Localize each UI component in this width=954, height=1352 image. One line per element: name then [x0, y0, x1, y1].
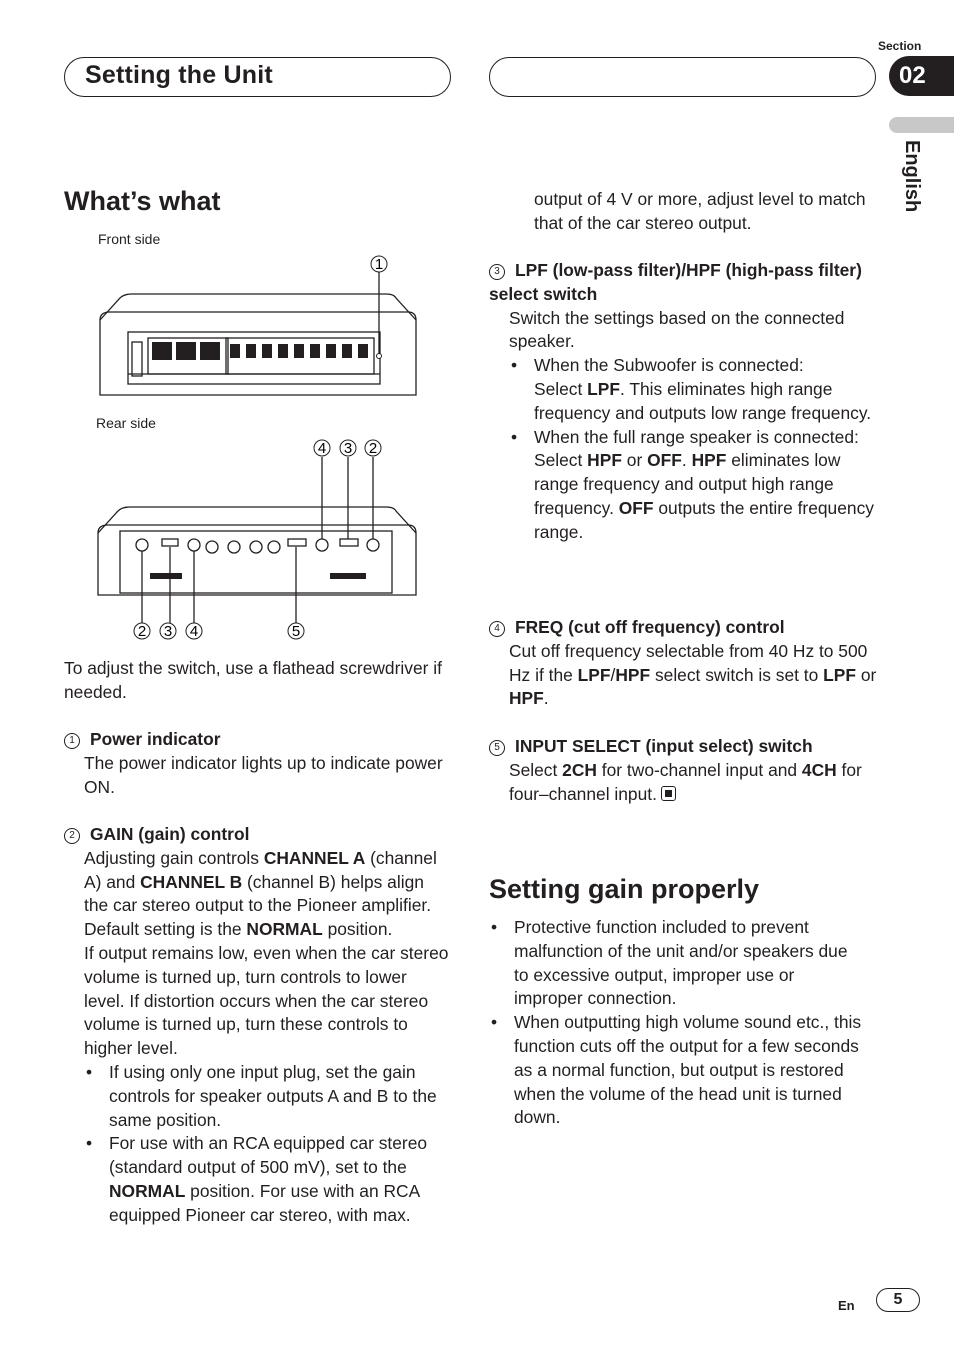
item-5-number: 5	[489, 740, 505, 756]
item-2-bullet-2: • For use with an RCA equipped car stereo (standard output of 500 mV), set to the NORMAL position. For use with an RCA equipped Pioneer car stereo, with max.	[84, 1132, 452, 1227]
chapter-title-box	[64, 57, 451, 97]
item-4-text: Cut off frequency selectable from 40 Hz to 500 Hz if the LPF/HPF select switch is set to LPF or HPF.	[509, 640, 877, 709]
rear-side-diagram	[90, 435, 430, 645]
rear-bottom-callout-5: 5	[291, 623, 301, 640]
section-number-badge: 02	[889, 56, 954, 96]
end-mark-icon	[661, 786, 676, 801]
rear-top-callout-4: 4	[317, 440, 327, 457]
rear-bottom-callout-3: 3	[163, 623, 173, 640]
chapter-title: Setting the Unit	[85, 61, 273, 89]
rear-bottom-callout-2: 2	[137, 623, 147, 640]
item-1-title: Power indicator	[90, 729, 221, 749]
rear-side-label: Rear side	[96, 415, 156, 431]
setting-gain-heading: Setting gain properly	[489, 874, 760, 904]
item-2-bullet-1: • If using only one input plug, set the gain controls for speaker outputs A and B to the same position.	[84, 1061, 452, 1132]
item-2-number: 2	[64, 828, 80, 844]
footer-language: En	[838, 1298, 855, 1313]
item-3	[489, 259, 879, 545]
whats-what-heading: What’s what	[64, 186, 221, 216]
item-2-paragraph-1: Adjusting gain controls CHANNEL A (channel A) and CHANNEL B (channel B) helps align the car stereo output to the Pioneer amplifier. Default setting is the NORMAL position.	[84, 847, 437, 940]
item-4-number: 4	[489, 621, 505, 637]
item-2-paragraph-2: If output remains low, even when the car stereo volume is turned up, turn controls to lower level. If distortion occurs when the car stereo volume is turned up, turn these controls to higher level.	[84, 942, 449, 1059]
item-5-text: Select 2CH for two-channel input and 4CH for four–channel input.	[509, 759, 862, 804]
item-2	[64, 823, 452, 1228]
item-3-bullet-2: • When the full range speaker is connected: Select HPF or OFF. HPF eliminates low range frequency and output high range frequency. OFF outputs the entire frequency range.	[509, 426, 879, 545]
gain-bullet-2: • When outputting high volume sound etc., this function cuts off the output for a few seconds as a normal function, but output is restored when the volume of the head unit is turned down.	[489, 1011, 864, 1130]
page-number: 5	[876, 1288, 920, 1312]
language-tab	[889, 117, 954, 133]
front-side-diagram	[90, 250, 430, 410]
gain-bullet-1: • Protective function included to prevent malfunction of the unit and/or speakers due to excessive output, improper use or improper connection.	[489, 916, 864, 1011]
item-4	[489, 616, 879, 711]
gain-list	[489, 916, 864, 1130]
item-1-number: 1	[64, 733, 80, 749]
item-3-bullet-1: • When the Subwoofer is connected: Select LPF. This eliminates high range frequency and outputs low range frequency.	[509, 354, 879, 425]
item-3-title: LPF (low-pass filter)/HPF (high-pass filter) select switch	[489, 260, 862, 304]
adjust-intro: To adjust the switch, use a flathead screwdriver if needed.	[64, 658, 442, 702]
item-2-title: GAIN (gain) control	[90, 824, 250, 844]
rear-top-callout-3: 3	[343, 440, 353, 457]
rear-bottom-callout-4: 4	[189, 623, 199, 640]
item-5	[489, 735, 879, 806]
continued-text: output of 4 V or more, adjust level to match that of the car stereo output.	[534, 189, 866, 233]
item-3-number: 3	[489, 264, 505, 280]
header-blank-box	[489, 57, 876, 97]
item-4-title: FREQ (cut off frequency) control	[515, 617, 785, 637]
language-label: English	[901, 140, 923, 213]
front-callout-1: 1	[374, 256, 384, 273]
item-3-text: Switch the settings based on the connected speaker.	[509, 307, 845, 352]
front-side-label: Front side	[98, 231, 161, 247]
section-label: Section	[878, 39, 922, 53]
rear-top-callout-2: 2	[368, 440, 378, 457]
item-5-title: INPUT SELECT (input select) switch	[515, 736, 813, 756]
item-1-text: The power indicator lights up to indicate power ON.	[84, 752, 443, 797]
item-1	[64, 728, 449, 799]
